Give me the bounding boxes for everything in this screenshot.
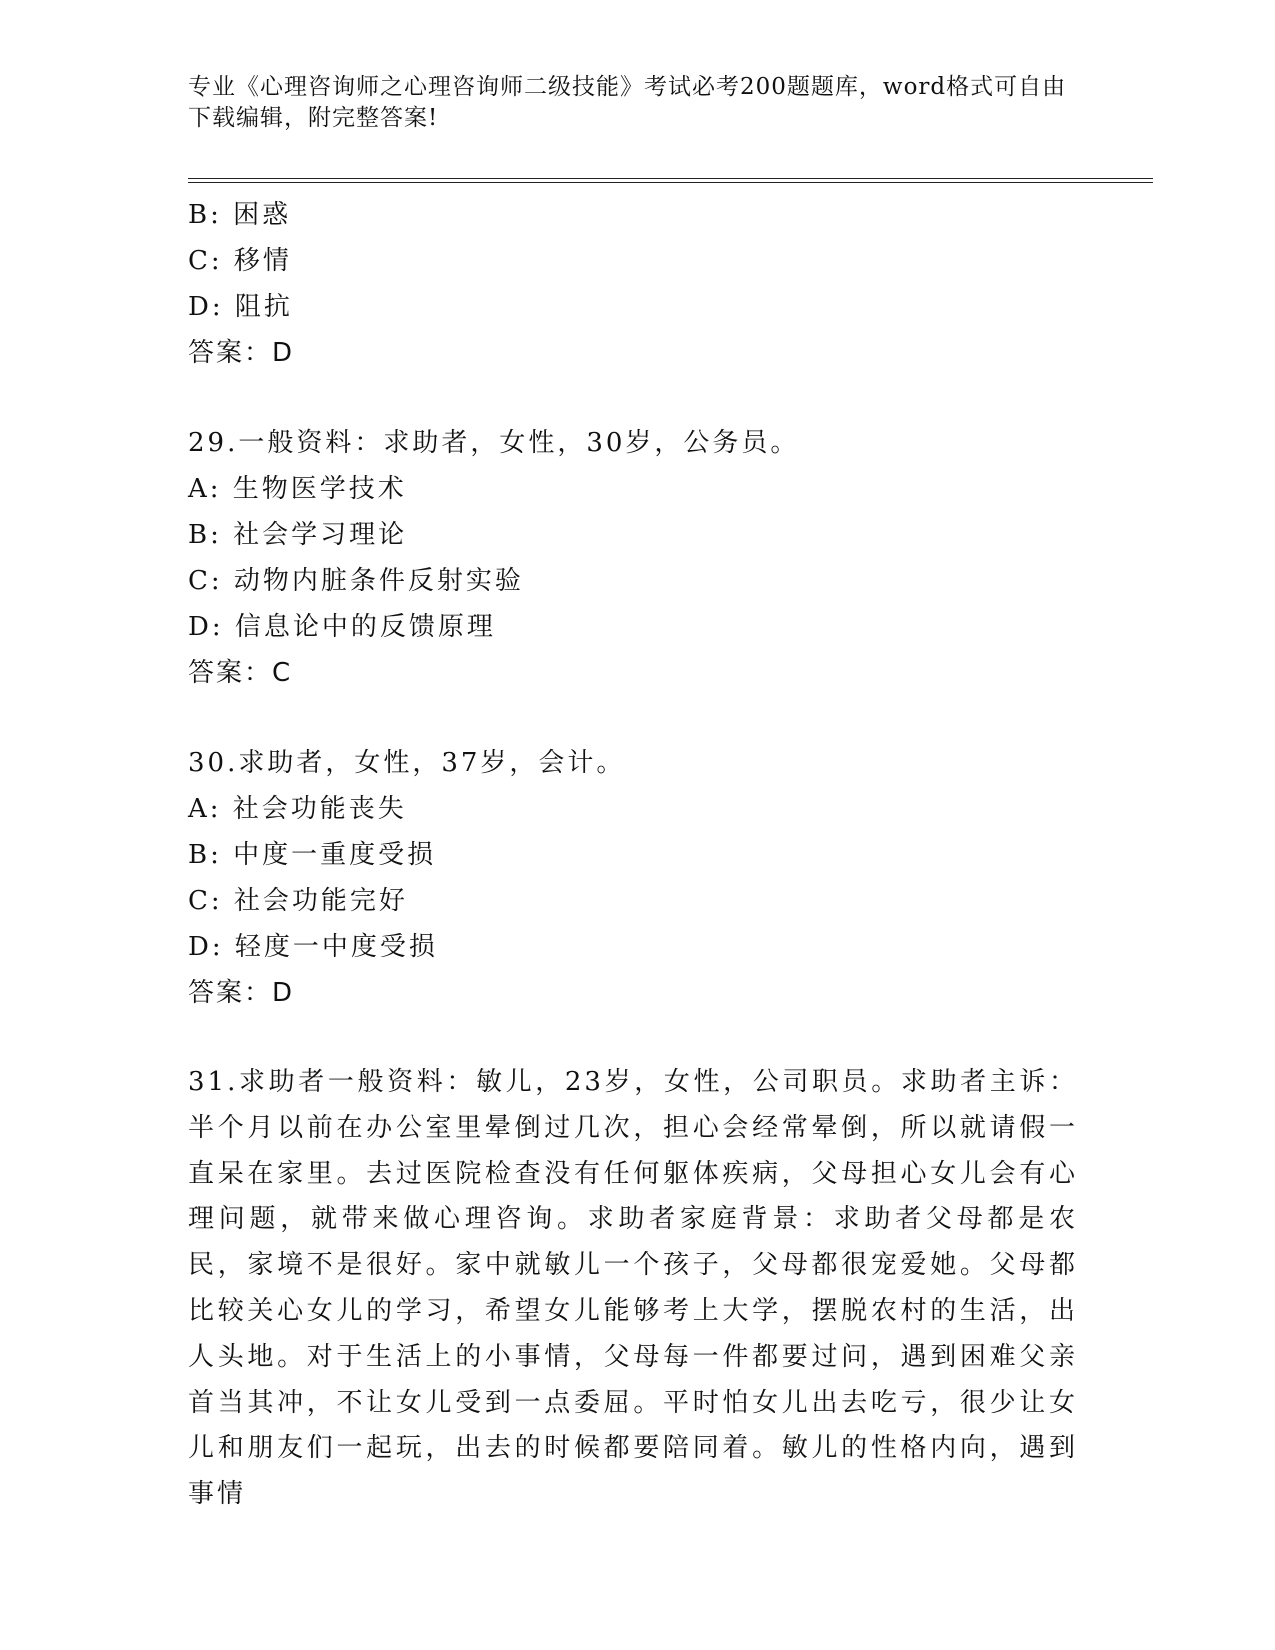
question-content bbox=[188, 192, 1088, 1518]
question-stem: 31.求助者一般资料：敏儿，23岁，女性，公司职员。求助者主诉：半个月以前在办公室里晕倒过几次，担心会经常晕倒，所以就请假一直呆在家里。去过医院检查没有任何躯体疾病，父母担心女儿会有心理问题，就带来做心理咨询。求助者家庭背景：求助者父母都是农民，家境不是很好。家中就敏儿一个孩子，父母都很宠爱她。父母都比较关心女儿的学习，希望女儿能够考上大学，摆脱农村的生活，出人头地。对于生活上的小事情，父母每一件都要过问，遇到困难父亲首当其冲，不让女儿受到一点委屈。平时怕女儿出去吃亏，很少让女儿和朋友们一起玩，出去的时候都要陪同着。敏儿的性格内向，遇到事情 bbox=[188, 1067, 1078, 1510]
option-b: B: 困惑 bbox=[188, 200, 292, 230]
question-30 bbox=[188, 740, 1088, 1016]
header-divider bbox=[188, 178, 1153, 183]
question-29 bbox=[188, 420, 1088, 696]
question-stem: 30.求助者，女性，37岁，会计。 bbox=[188, 748, 626, 778]
question-stem: 29.一般资料：求助者，女性，30岁，公务员。 bbox=[188, 428, 800, 458]
option-c: C: 移情 bbox=[188, 246, 292, 276]
answer-line: 答案：C bbox=[188, 658, 293, 688]
option-b: B: 中度一重度受损 bbox=[188, 840, 437, 870]
option-b: B: 社会学习理论 bbox=[188, 520, 408, 550]
answer-line: 答案：D bbox=[188, 338, 295, 368]
option-a: A: 社会功能丧失 bbox=[188, 794, 407, 824]
option-c: C: 社会功能完好 bbox=[188, 886, 408, 916]
option-d: D: 阻抗 bbox=[188, 292, 293, 322]
option-d: D: 信息论中的反馈原理 bbox=[188, 612, 496, 642]
question-28-tail bbox=[188, 192, 1088, 376]
answer-line: 答案：D bbox=[188, 978, 295, 1008]
option-d: D: 轻度一中度受损 bbox=[188, 932, 438, 962]
page-header: 专业《心理咨询师之心理咨询师二级技能》考试必考200题题库，word格式可自由下载编辑，附完整答案! bbox=[188, 74, 1067, 131]
option-c: C: 动物内脏条件反射实验 bbox=[188, 566, 524, 596]
question-31 bbox=[188, 1060, 1088, 1518]
option-a: A: 生物医学技术 bbox=[188, 474, 407, 504]
